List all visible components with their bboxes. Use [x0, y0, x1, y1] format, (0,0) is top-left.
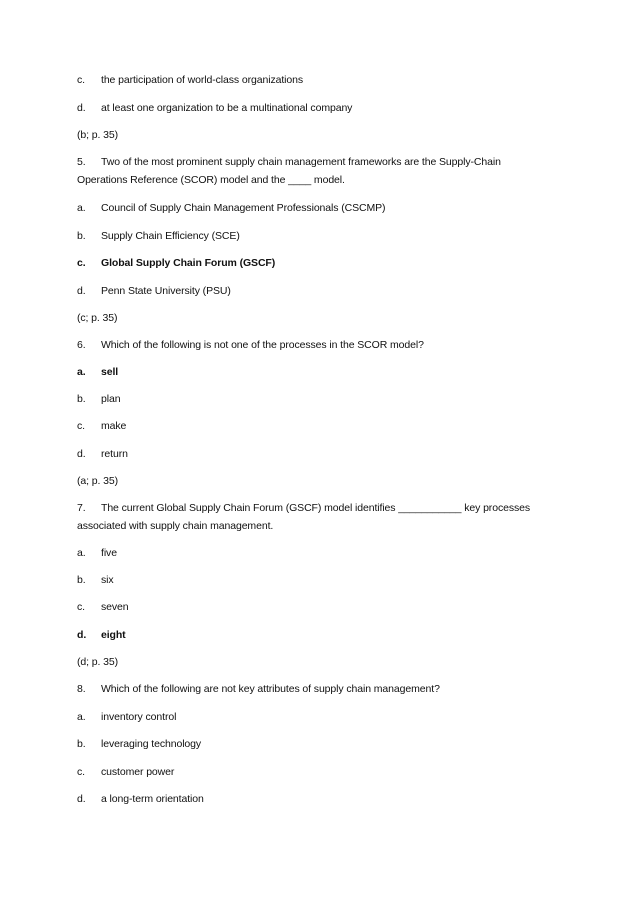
answer-ref: [77, 474, 118, 488]
line-marker: d.: [77, 285, 86, 297]
line-text: a long-term orientation: [101, 793, 204, 805]
line-marker: b.: [77, 230, 86, 242]
doc-line: [77, 600, 129, 614]
line-marker: b.: [77, 393, 86, 405]
line-text: Which of the following are not key attributes of supply chain management?: [101, 683, 440, 695]
correct-answer: [77, 256, 275, 270]
line-marker: 5.: [77, 156, 86, 168]
doc-line: [77, 546, 117, 560]
doc-line: [77, 765, 174, 779]
line-marker: c.: [77, 74, 85, 86]
line-marker: d.: [77, 102, 86, 114]
line-marker: d.: [77, 793, 86, 805]
line-marker: a.: [77, 547, 86, 559]
line-marker: b.: [77, 574, 86, 586]
line-text: plan: [101, 393, 121, 405]
line-marker: c.: [77, 257, 86, 269]
line-marker: c.: [77, 420, 85, 432]
doc-line: [77, 792, 204, 806]
line-text: at least one organization to be a multinational company: [101, 102, 353, 114]
question-5: [77, 155, 501, 169]
answer-ref: [77, 128, 118, 142]
doc-line: [77, 392, 120, 406]
doc-line: [77, 419, 126, 433]
doc-line: [77, 201, 385, 215]
line-text: leveraging technology: [101, 738, 202, 750]
line-text: sell: [101, 366, 119, 378]
line-marker: a.: [77, 366, 86, 378]
line-marker: b.: [77, 738, 86, 750]
line-text: customer power: [101, 766, 175, 778]
question-5-cont: [77, 173, 345, 187]
line-text: Global Supply Chain Forum (GSCF): [101, 257, 276, 269]
doc-line: [77, 284, 231, 298]
doc-line: [77, 447, 128, 461]
question-8: [77, 682, 440, 696]
line-text: Operations Reference (SCOR) model and the ____ model.: [77, 174, 345, 186]
line-text: (c; p. 35): [77, 312, 118, 324]
question-7: [77, 501, 530, 515]
doc-line: [77, 573, 114, 587]
line-marker: a.: [77, 711, 86, 723]
line-marker: d.: [77, 629, 87, 641]
line-marker: c.: [77, 766, 85, 778]
line-text: eight: [101, 629, 126, 641]
line-text: Supply Chain Efficiency (SCE): [101, 230, 240, 242]
line-text: (b; p. 35): [77, 129, 119, 141]
line-text: Penn State University (PSU): [101, 285, 231, 297]
line-text: (d; p. 35): [77, 656, 119, 668]
line-marker: c.: [77, 601, 85, 613]
line-text: make: [101, 420, 127, 432]
line-marker: 8.: [77, 683, 86, 695]
question-7-cont: [77, 519, 273, 533]
doc-line: [77, 710, 176, 724]
line-text: return: [101, 448, 128, 460]
line-text: seven: [101, 601, 129, 613]
line-text: associated with supply chain management.: [77, 520, 274, 532]
line-marker: 7.: [77, 502, 86, 514]
line-text: Council of Supply Chain Management Professionals (CSCMP): [101, 202, 386, 214]
line-marker: d.: [77, 448, 86, 460]
correct-answer: [77, 365, 118, 379]
doc-line: [77, 229, 240, 243]
line-text: six: [101, 574, 114, 586]
line-text: the participation of world-class organizations: [101, 74, 304, 86]
doc-line: [77, 737, 201, 751]
line-marker: a.: [77, 202, 86, 214]
doc-line: [77, 101, 352, 115]
answer-ref: [77, 655, 118, 669]
line-text: (a; p. 35): [77, 475, 119, 487]
line-text: Two of the most prominent supply chain management frameworks are the Supply-Chain: [101, 156, 501, 168]
question-6: [77, 338, 424, 352]
line-text: The current Global Supply Chain Forum (GSCF) model identifies ___________ key processes: [101, 502, 531, 514]
correct-answer: [77, 628, 126, 642]
line-text: five: [101, 547, 117, 559]
line-text: inventory control: [101, 711, 177, 723]
answer-ref: [77, 311, 117, 325]
line-text: Which of the following is not one of the processes in the SCOR model?: [101, 339, 424, 351]
doc-line: [77, 73, 303, 87]
line-marker: 6.: [77, 339, 86, 351]
